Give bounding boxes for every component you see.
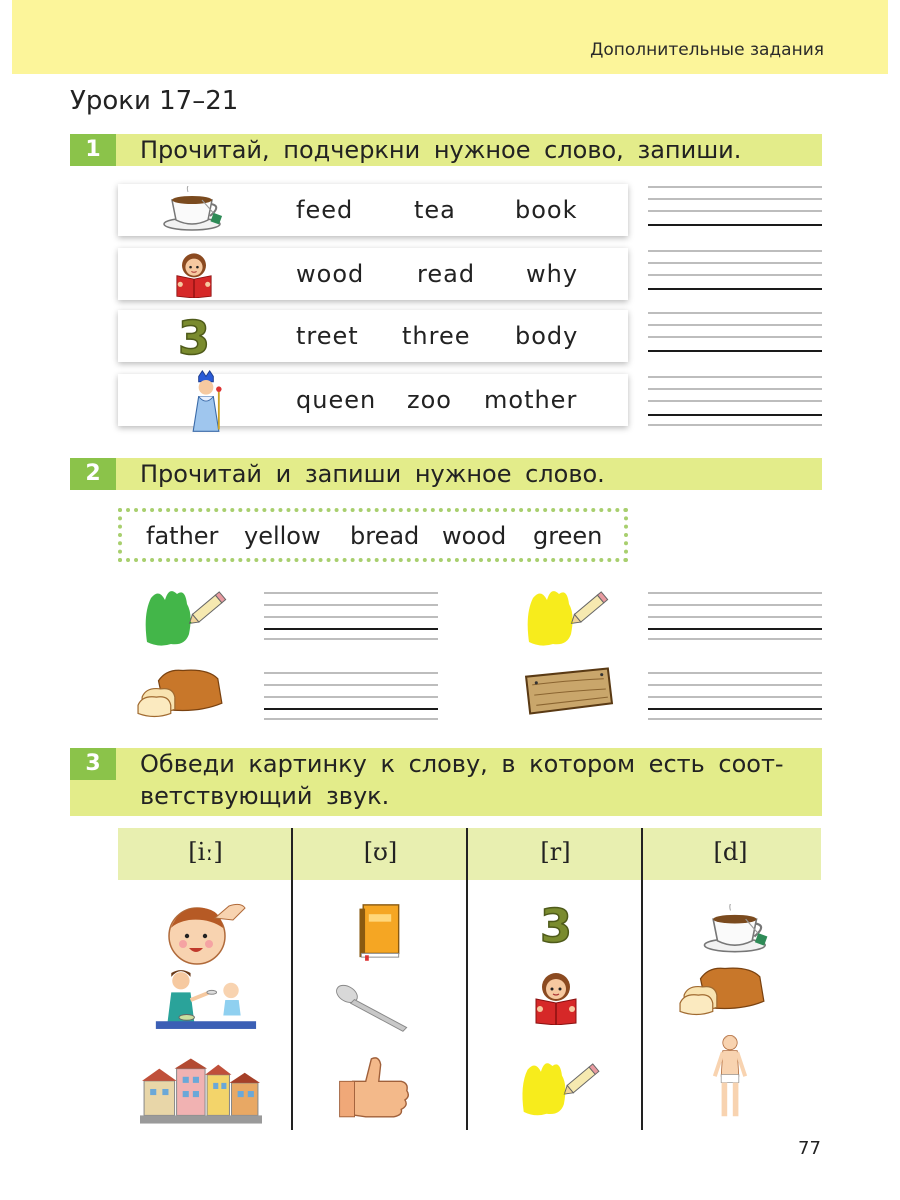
sound-label: [iː] [188, 838, 223, 866]
writing-lines[interactable] [648, 376, 822, 426]
town-street-icon[interactable] [140, 1054, 262, 1126]
queen-icon [184, 368, 228, 436]
column-divider [291, 828, 293, 1130]
word-bank-item: yellow [244, 522, 321, 550]
book-icon[interactable] [352, 900, 408, 962]
word-option[interactable]: feed [296, 196, 354, 224]
word-card-3 [118, 310, 628, 362]
writing-lines[interactable] [648, 592, 822, 640]
task-3-instruction-line-1: Обведи картинку к слову, в котором есть соот- [140, 750, 784, 778]
thumbs-up-icon[interactable] [334, 1050, 418, 1122]
task-2-number: 2 [70, 458, 116, 490]
tea-cup-icon [162, 186, 226, 234]
word-card-1 [118, 184, 628, 236]
task-1-number: 1 [70, 134, 116, 166]
writing-lines[interactable] [648, 672, 822, 720]
page-number: 77 [798, 1138, 821, 1159]
number-three-icon[interactable] [536, 896, 576, 952]
yellow-scribble-icon[interactable] [518, 1054, 604, 1120]
task-1-instruction: Прочитай, подчеркни нужное слово, запиши. [140, 136, 742, 164]
writing-lines[interactable] [648, 250, 822, 294]
word-card-2 [118, 248, 628, 300]
word-option[interactable]: treet [296, 322, 359, 350]
yellow-scribble-icon [522, 584, 614, 648]
word-option[interactable]: why [526, 260, 579, 288]
sound-label: [r] [540, 838, 571, 866]
bread-icon[interactable] [678, 964, 770, 1018]
writing-lines[interactable] [264, 672, 438, 720]
tea-cup-icon[interactable] [702, 904, 772, 956]
word-option[interactable]: three [402, 322, 471, 350]
word-bank-item: bread [350, 522, 420, 550]
word-option[interactable]: body [515, 322, 579, 350]
word-option[interactable]: zoo [407, 386, 452, 414]
writing-lines[interactable] [264, 592, 438, 640]
word-bank-item: green [533, 522, 603, 550]
wood-plank-icon [522, 662, 614, 720]
word-card-4 [118, 374, 628, 426]
girl-reading-icon[interactable] [524, 968, 588, 1026]
task-2-bar [70, 458, 822, 490]
word-option[interactable]: tea [414, 196, 456, 224]
task-3-instruction-line-2: ветствующий звук. [140, 782, 390, 810]
spoon-icon[interactable] [332, 978, 416, 1036]
girl-reading-icon [162, 250, 226, 298]
green-scribble-icon [140, 584, 232, 648]
number-three-icon [174, 312, 214, 360]
header-band [12, 0, 888, 74]
word-option[interactable]: read [417, 260, 476, 288]
writing-lines[interactable] [648, 186, 822, 230]
sound-label: [d] [713, 838, 748, 866]
word-bank-item: wood [442, 522, 507, 550]
column-divider [466, 828, 468, 1130]
task-2-instruction: Прочитай и запиши нужное слово. [140, 460, 605, 488]
sound-label: [ʊ] [363, 838, 398, 866]
word-option[interactable]: mother [484, 386, 578, 414]
task-1-bar [70, 134, 822, 166]
task-3-number: 3 [70, 748, 116, 780]
word-option[interactable]: book [515, 196, 578, 224]
section-title: Дополнительные задания [590, 40, 824, 60]
face-icon[interactable] [158, 898, 250, 968]
boy-body-icon[interactable] [710, 1028, 750, 1126]
word-option[interactable]: wood [296, 260, 365, 288]
bread-icon [136, 666, 228, 720]
word-bank-item: father [146, 522, 219, 550]
task-3-bar [70, 748, 822, 816]
column-divider [641, 828, 643, 1130]
lesson-title: Уроки 17–21 [70, 86, 239, 116]
mother-feeding-child-icon[interactable] [152, 966, 258, 1036]
writing-lines[interactable] [648, 312, 822, 356]
sound-table [118, 828, 821, 1130]
word-option[interactable]: queen [296, 386, 377, 414]
word-bank [118, 508, 628, 562]
